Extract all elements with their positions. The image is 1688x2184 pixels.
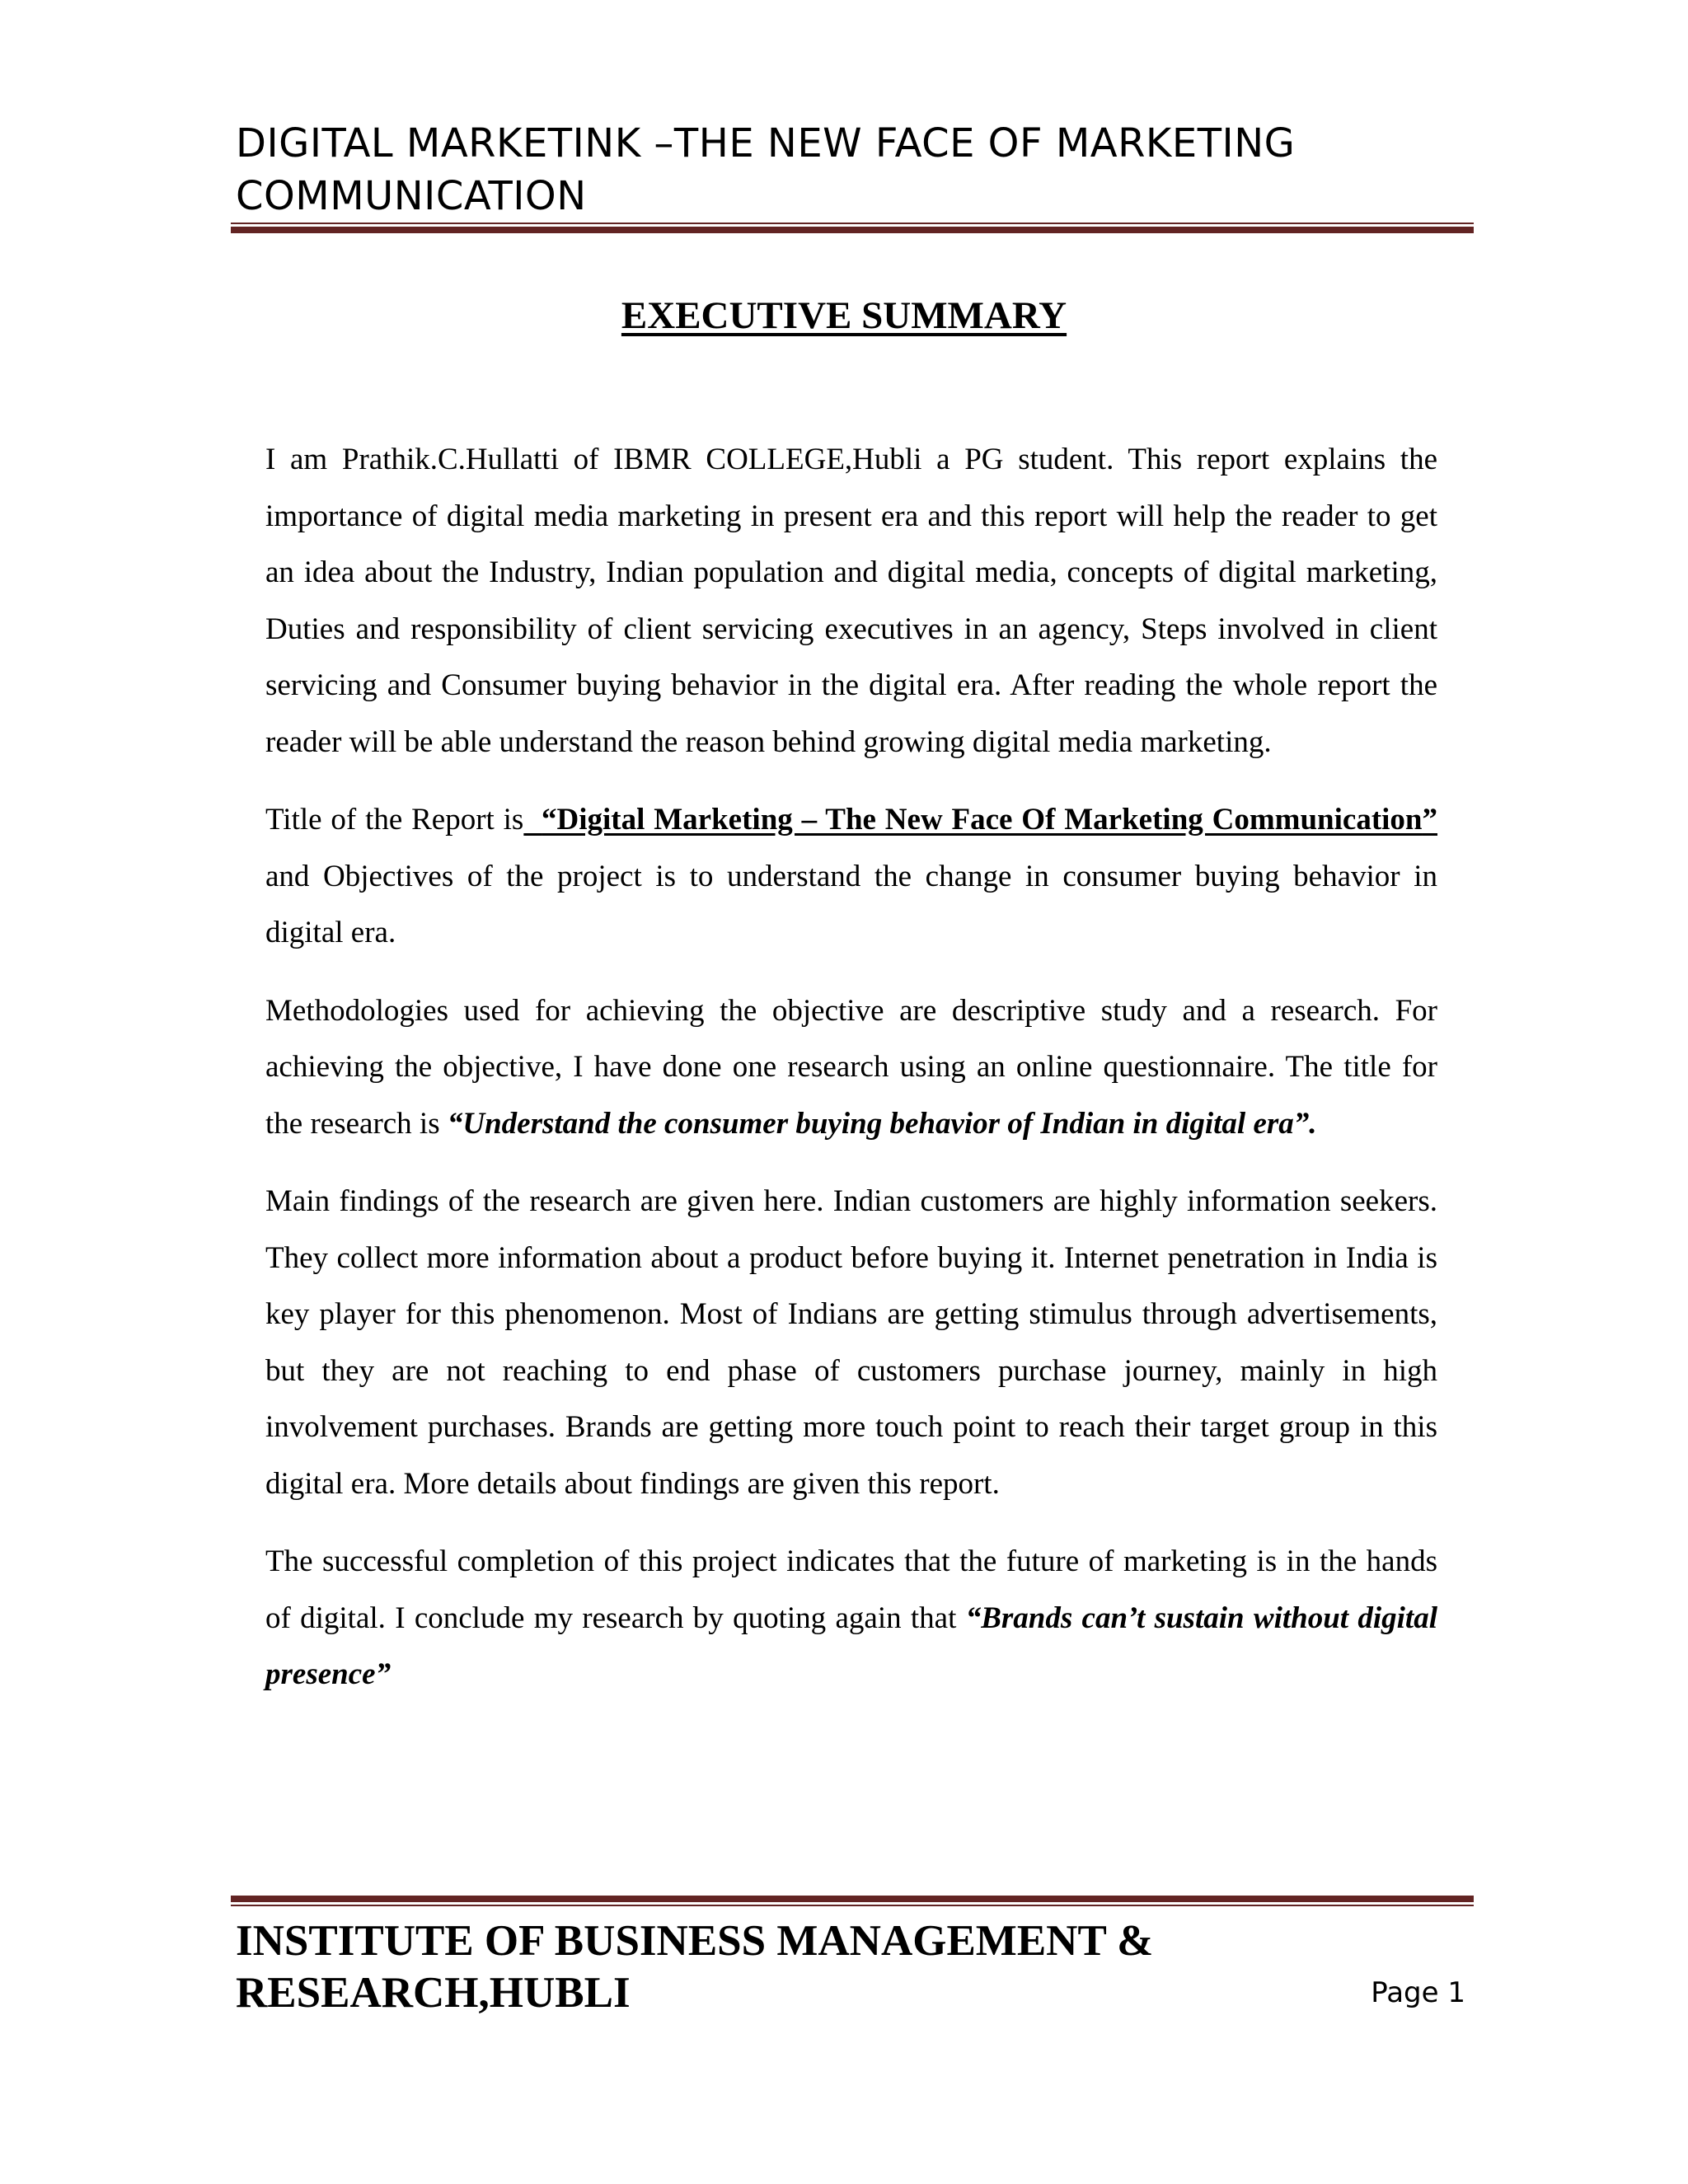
methodology-text: Methodologies used for achieving the objective are descriptive study and a research. For achieving the objective, I have done one research using an online questionnaire. The title for the research is <box>265 993 1437 1141</box>
header-divider-thin-line <box>231 223 1474 224</box>
page-number: Page 1 <box>1371 1976 1465 2009</box>
header-divider <box>231 223 1474 234</box>
footer-institute-line-1: INSTITUTE OF BUSINESS MANAGEMENT & <box>236 1917 1154 1965</box>
report-title-close-quote: ” <box>1422 803 1438 837</box>
footer-divider-thick-line <box>231 1896 1474 1902</box>
running-header-title <box>236 117 1472 223</box>
footer-institute-name <box>236 1915 1153 2019</box>
conclusion-text: The successful completion of this project indicates that the future of marketing is in the hands of digital. I conclude my research by quoting again that <box>265 1544 1437 1635</box>
report-title-text: “Digital Marketing – The New Face Of Marketing Communication <box>542 803 1423 837</box>
report-title-lead: Title of the Report is <box>265 803 524 837</box>
paragraph-report-title <box>265 792 1437 962</box>
section-heading: EXECUTIVE SUMMARY <box>621 294 1067 337</box>
paragraph-conclusion <box>265 1534 1437 1704</box>
paragraph-findings: Main findings of the research are given here. Indian customers are highly information seekers. They collect more information about a product before buying it. Internet penetration in India is key player for this phenomenon. Most of Indians are getting stimulus through advertisements, but they are not reaching to end phase of customers purchase journey, mainly in high involvement purchases. Brands are getting more touch point to reach their target group in this digital era. More details about findings are given this report. <box>265 1184 1437 1501</box>
report-title-objectives: and Objectives of the project is to understand the change in consumer buying behavior in digital era. <box>265 859 1437 949</box>
report-title-quote <box>523 803 1422 837</box>
header-title-line-2: COMMUNICATION <box>236 173 587 219</box>
conclusion-quote: “Brands can’t sustain without digital presence” <box>265 1601 1437 1691</box>
document-body <box>265 432 1437 1725</box>
footer-divider-thin-line <box>231 1905 1474 1906</box>
research-title: “Understand the consumer buying behavior of Indian in digital era”. <box>447 1106 1317 1141</box>
header-title-line-1: DIGITAL MARKETINK –THE NEW FACE OF MARKETING <box>236 120 1296 166</box>
paragraph-methodology <box>265 983 1437 1153</box>
footer-divider <box>231 1896 1474 1907</box>
paragraph-introduction: I am Prathik.C.Hullatti of IBMR COLLEGE,Hubli a PG student. This report explains the importance of digital media marketing in present era and this report will help the reader to get an idea about the Industry, Indian population and digital media, concepts of digital marketing, Duties and responsibility of client servicing executives in an agency, Steps involved in client servicing and Consumer buying behavior in the digital era. After reading the whole report the reader will be able understand the reason behind growing digital media marketing. <box>265 443 1437 759</box>
header-divider-thick-line <box>231 227 1474 233</box>
footer-institute-line-2: RESEARCH,HUBLI <box>236 1969 631 2017</box>
